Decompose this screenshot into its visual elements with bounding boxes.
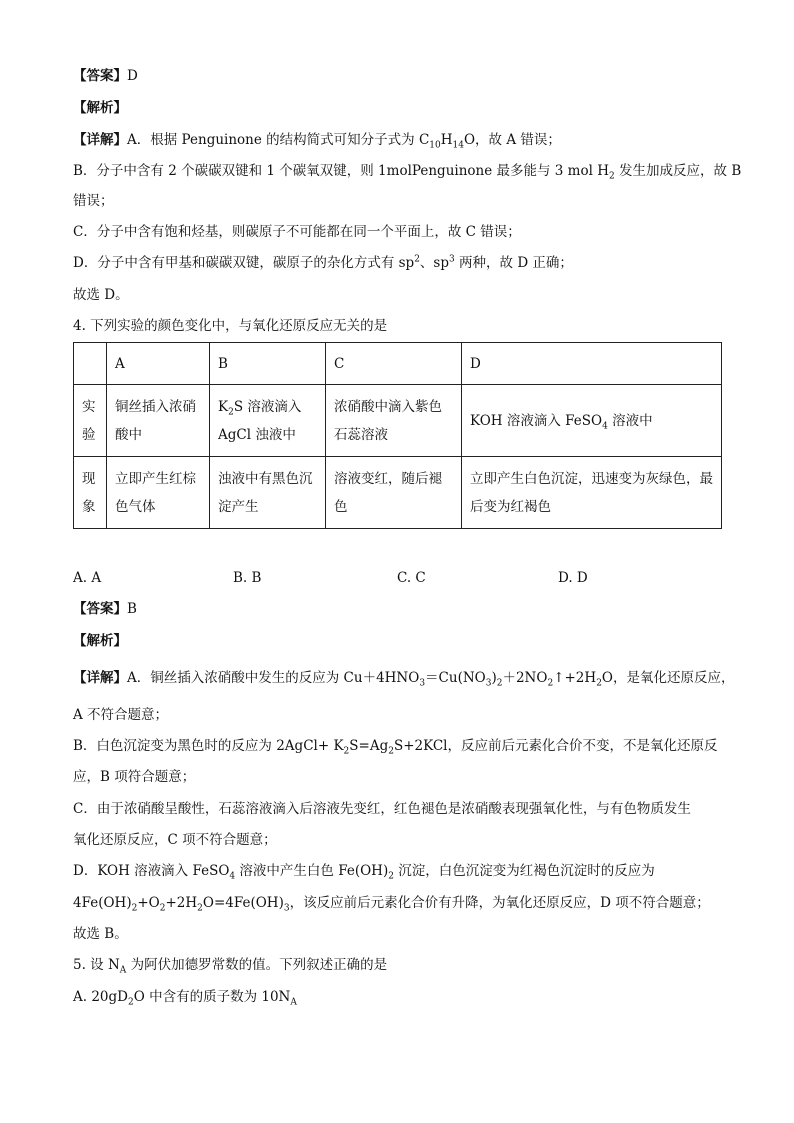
answer-value: B xyxy=(127,601,137,617)
text: ) xyxy=(491,670,497,686)
option-b: B. B xyxy=(233,570,262,586)
q4-detail-c: C．由于浓硝酸呈酸性，石蕊溶液滴入后溶液先变红，红色褪色是浓硝酸表现强氧化性，与有色物质发生 xyxy=(73,801,691,817)
text: ↑+2H xyxy=(553,670,597,686)
subscript: 14 xyxy=(452,140,464,151)
q3-detail-c: C．分子中含有饱和烃基，则碳原子不可能都在同一个平面上，故 C 错误； xyxy=(73,224,521,240)
text: KOH 溶液滴入 FeSO xyxy=(470,412,603,429)
text: 沉淀，白色沉淀变为红褐色沉淀时的反应为 xyxy=(393,863,655,879)
q4-answer xyxy=(73,599,137,619)
text: K xyxy=(218,398,229,415)
table-cell xyxy=(210,385,326,457)
text: O 中含有的质子数为 10N xyxy=(133,989,291,1005)
text: A．根据 Penguinone 的结构简式可知分子式为 C xyxy=(127,132,430,148)
experiment-table xyxy=(73,342,722,529)
table-row xyxy=(74,457,722,529)
text: +2H xyxy=(165,895,198,911)
subscript: 2 xyxy=(609,171,615,182)
table-cell: 溶液变红，随后褪色 xyxy=(326,457,462,529)
text: O=4Fe(OH) xyxy=(202,895,284,911)
text: B．分子中含有 2 个碳碳双键和 1 个碳氧双键，则 1molPenguinone 最多能与 3 mol H xyxy=(73,163,609,179)
subscript: 2 xyxy=(496,678,503,689)
text: H xyxy=(440,132,453,148)
table-cell xyxy=(74,343,107,385)
table-cell: 立即产生白色沉淀，迅速变为灰绿色，最后变为红褐色 xyxy=(462,457,722,529)
row-label-experiment: 实验 xyxy=(74,385,107,457)
detail-tag: 【详解】 xyxy=(73,670,127,686)
subscript: 3 xyxy=(485,678,492,689)
option-a: A. A xyxy=(73,570,102,586)
q3-detail-d xyxy=(73,253,573,273)
subscript: 2 xyxy=(228,407,234,418)
subscript: 2 xyxy=(547,678,554,689)
subscript: 4 xyxy=(229,871,236,882)
q3-detail-b-cont: 错误； xyxy=(73,193,114,209)
text: 4Fe(OH) xyxy=(73,895,132,911)
text: 、sp xyxy=(419,255,449,271)
q3-detail-a xyxy=(73,130,561,150)
subscript: 2 xyxy=(388,871,394,882)
subscript: 2 xyxy=(388,746,394,757)
text: D．分子中含有甲基和碳碳双键，碳原子的杂化方式有 sp xyxy=(73,255,415,271)
superscript: 2 xyxy=(414,254,420,265)
subscript: 2 xyxy=(596,678,602,689)
text: D．KOH 溶液滴入 FeSO xyxy=(73,863,230,879)
text: ＝Cu(NO xyxy=(425,670,486,686)
subscript: 2 xyxy=(197,903,203,914)
q4-detail-d-equation xyxy=(73,893,710,913)
q4-detail-a-cont: A 不符合题意； xyxy=(73,707,169,723)
option-d: D. D xyxy=(558,570,588,586)
answer-tag: 【答案】 xyxy=(73,601,127,617)
q3-detail-b xyxy=(73,161,741,181)
q5-stem xyxy=(73,955,387,975)
subscript: 3 xyxy=(419,678,426,689)
q4-detail-a xyxy=(73,668,735,688)
subscript: 2 xyxy=(159,903,166,914)
subscript: 10 xyxy=(429,140,441,151)
detail-tag: 【详解】 xyxy=(73,132,127,148)
table-row xyxy=(74,385,722,457)
text: 溶液中产生白色 Fe(OH) xyxy=(235,863,389,879)
q4-conclusion: 故选 B。 xyxy=(73,926,128,942)
table-cell: A xyxy=(107,343,210,385)
text: S 溶液滴入 AgCl 浊液中 xyxy=(218,398,302,443)
table-cell: 立即产生红棕色气体 xyxy=(107,457,210,529)
table-cell: C xyxy=(326,343,462,385)
text: 5. 设 N xyxy=(73,957,120,973)
text: A. 20gD xyxy=(73,989,128,1005)
table-cell xyxy=(462,385,722,457)
text: 溶液中 xyxy=(607,412,653,429)
q4-detail-d xyxy=(73,861,655,881)
subscript: 3 xyxy=(283,903,290,914)
q3-analysis-tag: 【解析】 xyxy=(73,100,127,116)
table-header-row xyxy=(74,343,722,385)
text: ，该反应前后元素化合价有升降，为氧化还原反应，D 项不符合题意； xyxy=(289,895,710,911)
text: S=Ag xyxy=(349,738,389,754)
q4-detail-b xyxy=(73,736,717,756)
text: ＋2NO xyxy=(502,670,548,686)
table-cell: D xyxy=(462,343,722,385)
text: +O xyxy=(137,895,160,911)
subscript: 4 xyxy=(602,421,608,432)
table-cell: 浊液中有黑色沉淀产生 xyxy=(210,457,326,529)
text: 两种，故 D 正确； xyxy=(454,255,573,271)
text: B．白色沉淀变为黑色时的反应为 2AgCl+ K xyxy=(73,738,344,754)
table-cell: 浓硝酸中滴入紫色石蕊溶液 xyxy=(326,385,462,457)
text: A．铜丝插入浓硝酸中发生的反应为 Cu＋4HNO xyxy=(127,670,420,686)
subscript: 2 xyxy=(131,903,138,914)
option-c: C. C xyxy=(397,570,426,586)
text: 发生加成反应，故 B xyxy=(614,163,742,179)
q3-answer xyxy=(73,66,138,86)
superscript: 3 xyxy=(449,254,455,265)
q5-option-a xyxy=(73,987,297,1007)
subscript: 2 xyxy=(343,746,350,757)
q4-analysis-tag: 【解析】 xyxy=(73,633,127,649)
q3-conclusion: 故选 D。 xyxy=(73,287,129,303)
subscript: A xyxy=(290,997,297,1008)
q4-detail-b-cont: 应，B 项符合题意； xyxy=(73,769,196,785)
row-label-phenomenon: 现象 xyxy=(74,457,107,529)
q4-detail-c-cont: 氧化还原反应，C 项不符合题意； xyxy=(73,832,277,848)
table-cell: B xyxy=(210,343,326,385)
answer-value: D xyxy=(127,68,138,84)
text: O，故 A 错误； xyxy=(463,132,561,148)
text: 为阿伏加德罗常数的值。下列叙述正确的是 xyxy=(126,957,388,973)
q4-stem: 4. 下列实验的颜色变化中，与氧化还原反应无关的是 xyxy=(73,318,388,334)
table-cell: 铜丝插入浓硝酸中 xyxy=(107,385,210,457)
text: O，是氧化还原反应， xyxy=(601,670,735,686)
text: S+2KCl，反应前后元素化合价不变，不是氧化还原反 xyxy=(393,738,718,754)
subscript: 2 xyxy=(127,997,134,1008)
subscript: A xyxy=(119,965,127,976)
answer-tag: 【答案】 xyxy=(73,68,127,84)
